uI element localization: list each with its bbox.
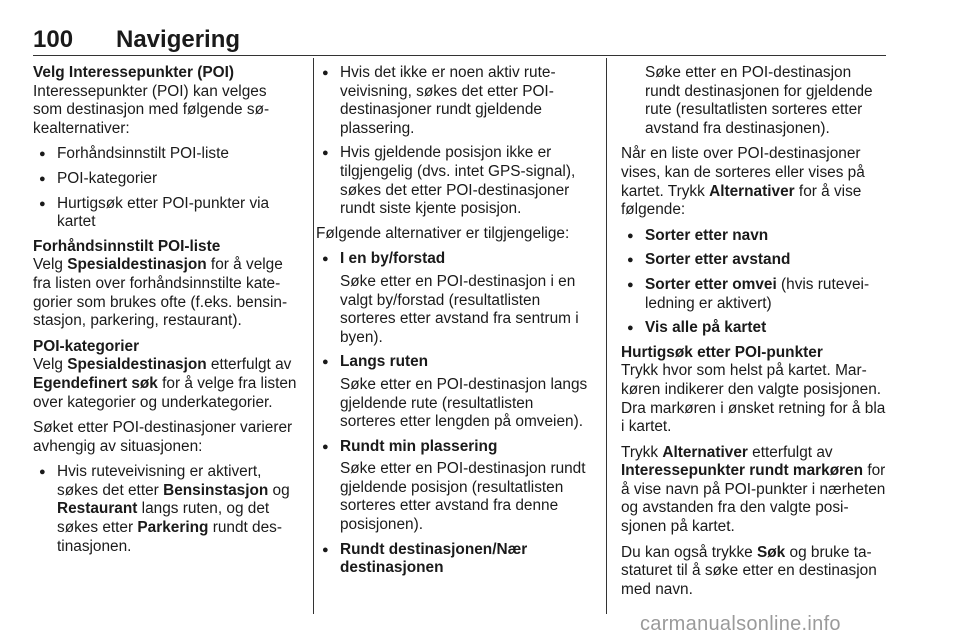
menu-term: Søk (757, 543, 786, 561)
text-run: rundt destinasjonen. (57, 519, 283, 555)
alternatives-list (316, 250, 592, 578)
poi-intro-text: Interessepunkter (POI) kan velges som destinasjon med følgende søkealternativer: (33, 82, 270, 137)
sort-options-list (621, 227, 887, 338)
section-heading-poi: Velg Interessepunkter (POI) (33, 64, 234, 81)
column-divider-2 (606, 58, 607, 614)
menu-term: Alternativer (709, 182, 795, 200)
text-run: og (268, 481, 290, 499)
option-label: Rundt destinasjonen/Nær destinasjonen (340, 540, 528, 577)
list-item (621, 276, 887, 313)
menu-term: Bensinstasjon (163, 481, 269, 499)
menu-term: Spesialdestinasjon (67, 356, 207, 374)
option-description-continued: Søke etter en POI-destinasjon rundt destinasjonen for gjeldende rute (resultatlisten sorteres etter avstand fra destinasjonen). (645, 64, 873, 137)
list-item: ● Hvis gjeldende posisjon ikke er tilgjengelig (dvs. intet GPS-signal), søkes det etter POI-destinasjoner rundt siste kjente posisjon. (316, 144, 592, 218)
text-run: og bruke tastaturet til å søke etter en destinasjon med navn. (621, 543, 877, 598)
text-run: for å velge fra listen over forhåndsinnstilte kategorier som brukes ofte (f.eks. bensinstasjon, parkering, restaurant). (33, 256, 288, 330)
section-heading-preset: Forhåndsinnstilt POI-liste (33, 237, 221, 255)
list-item (621, 227, 887, 246)
menu-term: Spesialdestinasjon (67, 256, 207, 274)
list-item (316, 438, 592, 535)
list-item (621, 251, 887, 270)
paragraph (621, 544, 887, 600)
text-run: etterfulgt av (747, 443, 833, 461)
list-item: ● Forhåndsinnstilt POI-liste (33, 145, 299, 164)
page-header (33, 26, 886, 54)
situation-list-continued (316, 64, 592, 219)
column-1 (33, 64, 299, 562)
option-description: Søke etter en POI-destinasjon i en valgt by/forstad (resultatlisten sorteres etter avstand fra sentrum i byen). (340, 272, 579, 346)
text-run: Du kan også trykke (621, 543, 758, 561)
poi-categories-section (33, 338, 299, 412)
list-item (316, 250, 592, 347)
paragraph: Søket etter POI-destinasjoner varierer avhengig av situasjonen: (33, 419, 293, 455)
text-run: for å velge fra listen over kategorier og underkategorier. (33, 374, 297, 411)
text-run: etterfulgt av (206, 356, 292, 374)
text-run: Trykk (621, 443, 663, 461)
preset-poi-section (33, 238, 299, 331)
text-run: for å vise følgende: (621, 182, 862, 219)
text-run: Trykk hvor som helst på kartet. Markøren indikerer den valgte posisjonen. Dra markøren i ønsket retning for å bla i kartet. (621, 362, 886, 436)
list-item: ● Hurtigsøk etter POI-punkter via kartet (33, 195, 299, 232)
list-item: ● POI-kategorier (33, 170, 299, 189)
menu-term: Restaurant (57, 500, 138, 518)
text-run: Hvis ruteveivisning er aktivert, søkes det etter (57, 463, 262, 499)
text-run: Når en liste over POI-destinasjoner vises, kan de sorteres eller vises på kartet. Trykk (621, 145, 865, 200)
search-options-list (33, 145, 299, 231)
menu-term: Interessepunkter rundt markøren (621, 462, 864, 480)
menu-term: Vis alle på kartet (645, 319, 767, 337)
watermark: carmanualsonline.info (640, 613, 841, 635)
list-item (621, 319, 887, 338)
option-label: I en by/forstad (340, 250, 446, 268)
option-label: Langs ruten (340, 353, 429, 371)
option-label: Rundt min plassering (340, 437, 498, 455)
section-heading-quick-search: Hurtigsøk etter POI-punkter (621, 343, 823, 361)
text-run: langs ruten, og det søkes etter (57, 500, 270, 537)
text-run: Velg (33, 256, 68, 274)
section-heading-categories: POI-kategorier (33, 337, 140, 355)
text-run: (hvis ruteveiledning er aktivert) (645, 275, 870, 312)
list-item (33, 463, 299, 556)
menu-term: Sorter etter omvei (645, 275, 777, 293)
paragraph (621, 444, 887, 537)
list-item (316, 353, 592, 431)
menu-term: Alternativer (662, 443, 748, 461)
header-rule (33, 55, 886, 56)
menu-term: Parkering (137, 519, 209, 537)
menu-term: Sorter etter avstand (645, 251, 791, 269)
paragraph (621, 145, 887, 219)
option-description: Søke etter en POI-destinasjon langs gjeldende rute (resultatlisten sorteres etter lengden på omveien). (340, 375, 588, 431)
column-divider-1 (313, 58, 314, 614)
poi-intro-section (33, 64, 299, 138)
column-2 (316, 64, 592, 584)
menu-term: Sorter etter navn (645, 226, 769, 244)
text-run: for å vise navn på POI-punkter i nærheten og avstanden fra den valgte posisjonen på kartet. (621, 462, 886, 536)
list-item (316, 541, 592, 578)
page-number: 100 (33, 26, 74, 53)
option-description: Søke etter en POI-destinasjon rundt gjeldende posisjon (resultatlisten sorteres etter avstand fra denne posisjonen). (340, 460, 586, 534)
text-run: Velg (33, 356, 68, 374)
menu-term: Egendefinert søk (33, 374, 158, 392)
list-item: ● Hvis det ikke er noen aktiv ruteveivisning, søkes det etter POI-destinasjoner rundt gjeldende plassering. (316, 64, 592, 138)
paragraph: Følgende alternativer er tilgjengelige: (316, 224, 570, 242)
situation-list (33, 463, 299, 556)
quick-search-section (621, 344, 887, 437)
chapter-title: Navigering (116, 26, 241, 53)
column-3 (621, 64, 887, 606)
